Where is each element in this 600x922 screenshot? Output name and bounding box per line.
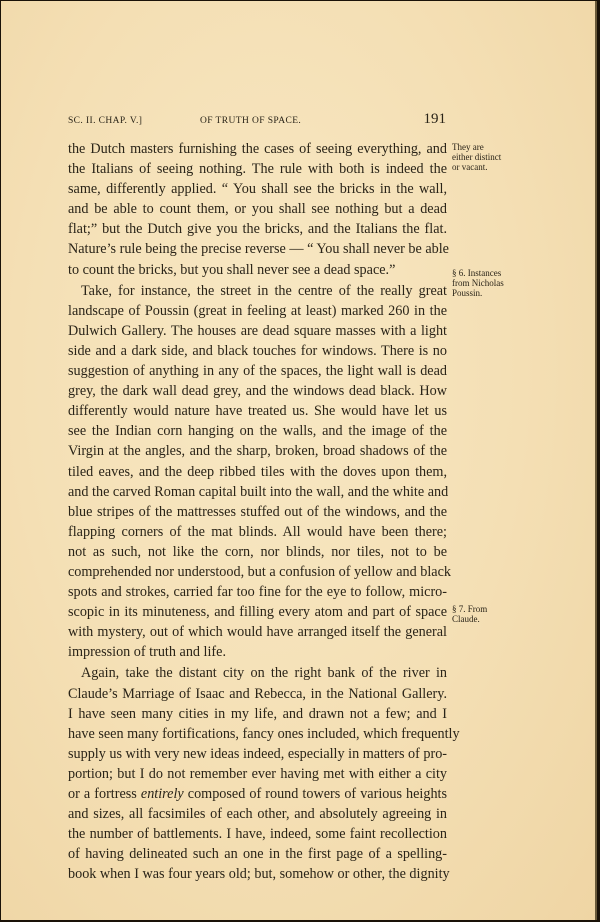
text-line: Dulwich Gallery. The houses are dead square masses with a light	[68, 322, 447, 339]
paragraph-3	[68, 663, 460, 884]
text-line: impression of truth and life.	[68, 644, 227, 661]
text-line: Claude’s Marriage of Isaac and Rebecca, in the National Gallery.	[68, 685, 447, 702]
text-line: landscape of Poussin (great in feeling at least) marked 260 in the	[68, 302, 447, 319]
text-line: flapping corners of the mat blinds. All would have been there;	[68, 523, 447, 540]
margin-note-either-distinct	[452, 142, 501, 172]
text-line: comprehended nor understood, but a confusion of yellow and black	[68, 563, 451, 580]
text-line: blue stripes of the mattresses stuffed out of the windows, and the	[68, 503, 447, 520]
text-line: Again, take the distant city on the right bank of the river in	[81, 665, 447, 682]
text-line: I have seen many cities in my life, and drawn not a few; and I	[68, 705, 447, 722]
text-line: supply us with very new ideas indeed, especially in matters of pro-	[68, 745, 448, 762]
margin-note-line: Claude.	[452, 614, 480, 624]
text-line: the Dutch masters furnishing the cases of seeing everything, and	[68, 141, 447, 157]
margin-note-line: Poussin.	[452, 288, 483, 298]
margin-note-section-6	[452, 268, 504, 298]
text-fragment: or a fortress	[68, 786, 137, 802]
text-line: and the carved Roman capital built into the wall, and the white and	[68, 483, 449, 500]
running-head	[68, 113, 446, 133]
text-line: the Italians of seeing nothing. The rule with both is indeed the	[68, 161, 447, 178]
text-line: with mystery, out of which would have arranged itself the general	[68, 624, 447, 641]
book-page	[1, 1, 597, 920]
text-line: Virgin at the angles, and the sharp, broken, broad shadows of the	[68, 443, 447, 460]
margin-note-line: either distinct	[452, 152, 502, 162]
text-line: see the Indian corn hanging on the walls, and the image of the	[68, 423, 447, 440]
text-line: Take, for instance, the street in the centre of the really great	[81, 282, 447, 299]
text-line: of having delineated such an one in the first page of a spelling-	[68, 846, 447, 863]
text-line: scopic in its minuteness, and filling every atom and part of space	[68, 604, 447, 621]
text-line: Nature’s rule being the precise reverse — “ You shall never be able	[68, 241, 449, 258]
text-fragment: composed of round towers of various heights	[187, 786, 448, 802]
emphasis: entirely	[140, 786, 184, 802]
margin-note-line: They are	[452, 142, 484, 152]
margin-note-section-7	[452, 604, 487, 624]
text-line: to count the bricks, but you shall never see a dead space.”	[68, 261, 396, 278]
margin-note-line: or vacant.	[452, 162, 488, 172]
text-line: differently would nature have treated us. She would have let us	[68, 403, 447, 420]
text-line	[68, 784, 447, 804]
running-title: OF TRUTH OF SPACE.	[200, 116, 302, 126]
page-number: 191	[423, 111, 446, 127]
text-line: have seen many fortifications, fancy ones included, which frequently	[68, 725, 460, 742]
text-line: book when I was four years old; but, somehow or other, the dignity	[68, 866, 450, 883]
text-line: side and a dark side, and black touches for windows. There is no	[68, 342, 447, 359]
paragraph-1	[68, 139, 447, 280]
text-line: and be able to count them, or you shall see nothing but a dead	[68, 201, 447, 218]
text-line: not as such, not like the corn, nor blinds, nor tiles, not to be	[68, 543, 447, 560]
text-line: portion; but I do not remember ever having met with either a city	[68, 765, 447, 782]
text-line: tiled eaves, and the deep ribbed tiles with the doves upon them,	[68, 463, 447, 480]
text-line: suggestion of anything in any of the spaces, the light wall is dead	[68, 363, 447, 380]
text-line: and sizes, all facsimiles of each other, and absolutely agreeing in	[68, 806, 447, 823]
body-text	[68, 139, 460, 884]
text-line: flat;” but the Dutch give you the bricks, and the Italians the flat.	[68, 221, 447, 238]
text-line: spots and strokes, carried far too fine for the eye to follow, micro-	[68, 584, 447, 601]
margin-note-line: from Nicholas	[452, 278, 504, 288]
margin-note-line: § 6. Instances	[452, 268, 502, 278]
text-line: the number of battlements. I have, indeed, some faint recollection	[68, 826, 447, 843]
margin-note-line: § 7. From	[452, 604, 488, 614]
text-line: grey, the dark wall dead grey, and the windows dead black. How	[68, 383, 447, 400]
text-line: same, differently applied. “ You shall see the bricks in the wall,	[68, 181, 447, 198]
section-chapter-label: SC. II. CHAP. V.]	[68, 116, 143, 126]
paragraph-2	[68, 281, 451, 663]
